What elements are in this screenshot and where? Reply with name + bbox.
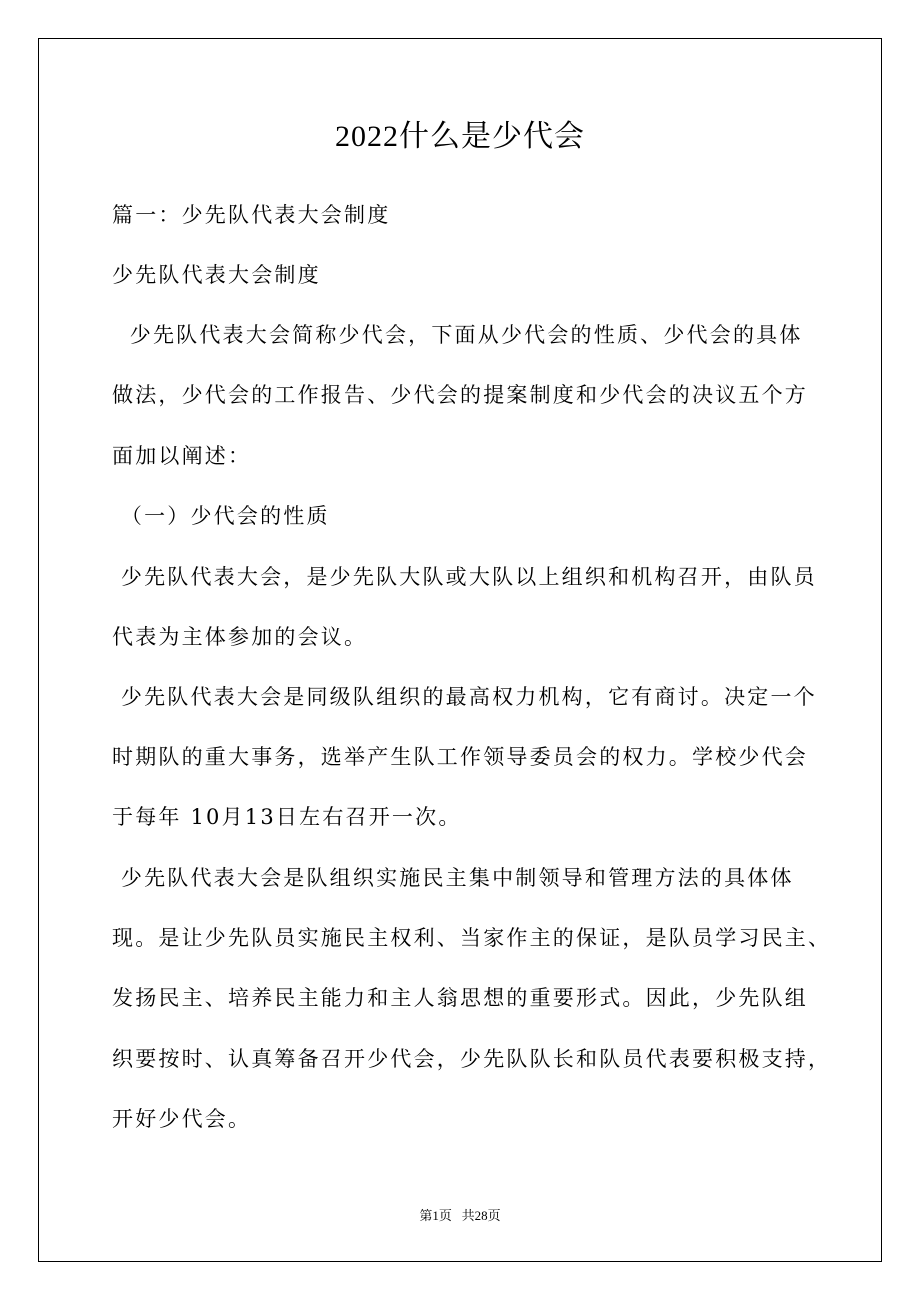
document-title: 2022什么是少代会 (335, 120, 585, 153)
section-heading: 篇一：少先队代表大会制度 (112, 203, 391, 227)
body-line: 现。是让少先队员实施民主权利、当家作主的保证，是队员学习民主、 (112, 926, 832, 950)
subheading: 少先队代表大会制度 (112, 263, 321, 287)
body-line: 于每年 10月13日左右召开一次。 (112, 805, 462, 829)
body-line: 少先队代表大会是队组织实施民主集中制领导和管理方法的具体体 (112, 866, 794, 890)
body-line: 开好少代会。 (112, 1107, 252, 1131)
body-line: 少先队代表大会简称少代会，下面从少代会的性质、少代会的具体 (112, 323, 803, 347)
page-footer: 第1页 共28页 (419, 1208, 501, 1223)
body-line: 代表为主体参加的会议。 (112, 625, 368, 649)
section-subheading: （一）少代会的性质 (112, 504, 330, 528)
body-line: 发扬民主、培养民主能力和主人翁思想的重要形式。因此，少先队组 (112, 986, 808, 1010)
body-line: 少先队代表大会是同级队组织的最高权力机构，它有商讨。决定一个 (112, 685, 817, 709)
body-line: 面加以阐述： (112, 444, 252, 468)
body-line: 做法，少代会的工作报告、少代会的提案制度和少代会的决议五个方 (112, 383, 808, 407)
body-line: 时期队的重大事务，选举产生队工作领导委员会的权力。学校少代会 (112, 745, 808, 769)
body-line: 少先队代表大会，是少先队大队或大队以上组织和机构召开，由队员 (112, 565, 817, 589)
body-line: 织要按时、认真筹备召开少代会，少先队队长和队员代表要积极支持， (112, 1047, 832, 1071)
